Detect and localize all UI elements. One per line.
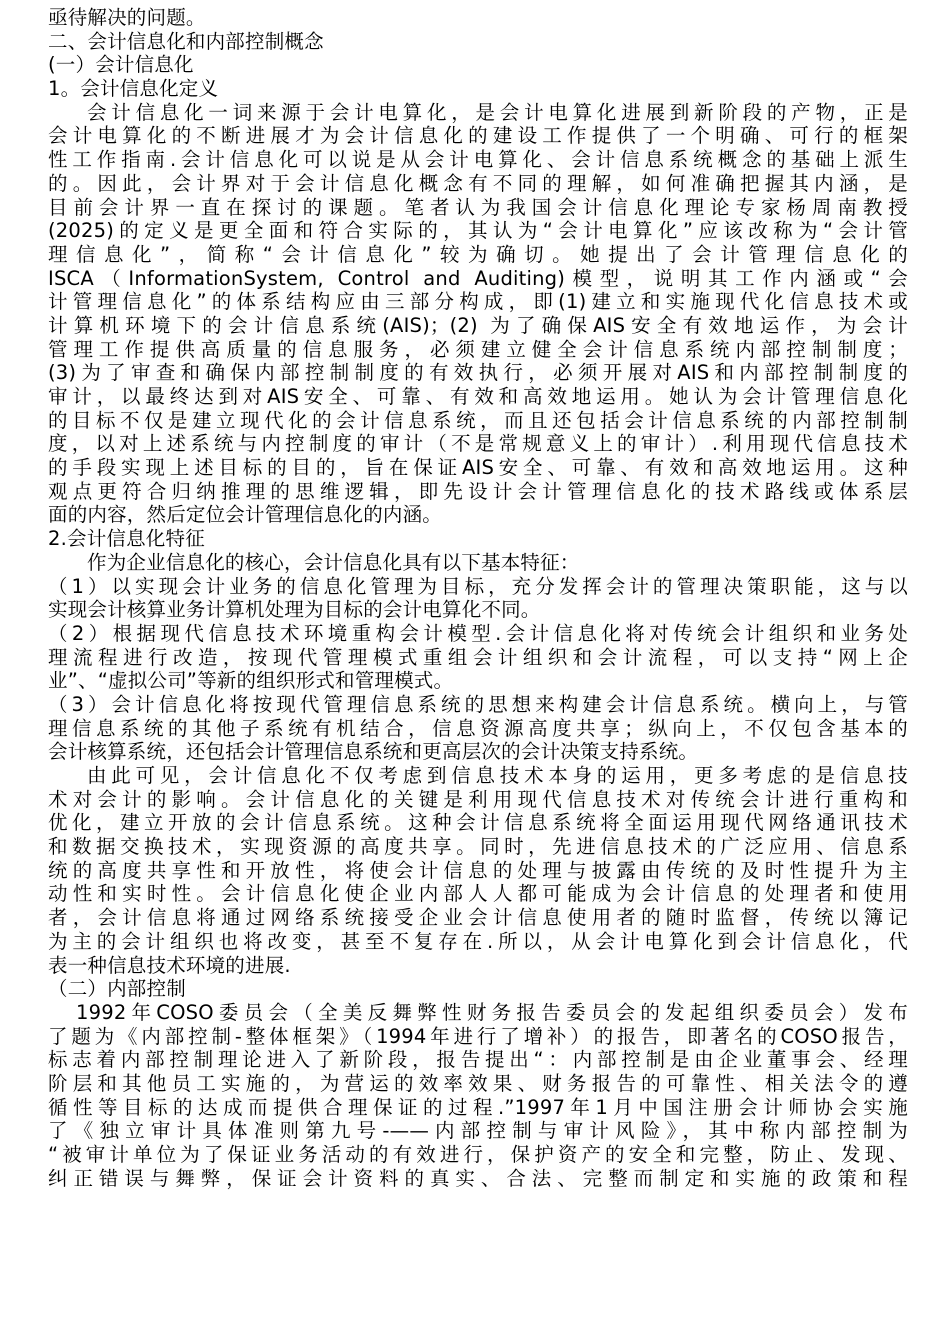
text-line: 2.会计信息化特征 (48, 527, 205, 551)
text-line: 动性和实时性。会计信息化使企业内部人人都可能成为会计信息的处理者和使用 (48, 882, 908, 906)
text-line: 计管理信息化”的体系结构应由三部分构成，即(1)建立和实施现代化信息技术或 (48, 290, 908, 314)
text-line: 循性等目标的达成而提供合理保证的过程.”1997年1月中国注册会计师协会实施 (48, 1095, 908, 1119)
text-line: 目前会计界一直在探讨的课题。笔者认为我国会计信息化理论专家杨周南教授 (48, 195, 908, 219)
text-line: 和数据交换技术，实现资源的高度共享。同时，先进信息技术的广泛应用、信息系 (48, 835, 908, 859)
text-line: 面的内容，然后定位会计管理信息化的内涵。 (48, 503, 443, 527)
text-line: 了题为《内部控制-整体框架》（1994年进行了增补）的报告，即著名的COSO报告， (48, 1024, 908, 1048)
text-line: （3）会计信息化将按现代管理信息系统的思想来构建会计信息系统。横向上，与管 (48, 692, 908, 716)
text-line: 理流程进行改造，按现代管理模式重组会计组织和会计流程，可以支持“网上企 (48, 645, 908, 669)
text-line: （2）根据现代信息技术环境重构会计模型.会计信息化将对传统会计组织和业务处 (48, 621, 908, 645)
text-line: （二）内部控制 (48, 977, 186, 1001)
text-line: 了《独立审计具体准则第九号-——内部控制与审计风险》，其中称内部控制为 (48, 1119, 908, 1143)
text-line: 会计电算化的不断进展才为会计信息化的建设工作提供了一个明确、可行的框架 (48, 124, 908, 148)
text-line: (2025)的定义是更全面和符合实际的，其认为“会计电算化”应该改称为“会计管 (48, 219, 908, 243)
text-line: 标志着内部控制理论进入了新阶段，报告提出“：内部控制是由企业董事会、经理 (48, 1048, 908, 1072)
text-line: 亟待解决的问题。 (48, 6, 206, 29)
text-line: (3)为了审查和确保内部控制制度的有效执行，必须开展对AIS和内部控制制度的 (48, 361, 908, 385)
text-line: 统的高度共享性和开放性，将使会计信息的处理与披露由传统的及时性提升为主 (48, 858, 908, 882)
text-line: 业”、“虚拟公司”等新的组织形式和管理模式。 (48, 669, 454, 693)
text-line: 者，会计信息将通过网络系统接受企业会计信息使用者的随时监督，传统以簿记 (48, 906, 908, 930)
text-line: 阶层和其他员工实施的，为营运的效率效果、财务报告的可靠性、相关法令的遵 (48, 1071, 908, 1095)
text-line: 审计，以最终达到对AIS安全、可靠、有效和高效地运用。她认为会计管理信息化 (48, 385, 908, 408)
text-line: 观点更符合归纳推理的思维逻辑，即先设计会计管理信息化的技术路线或体系层 (48, 479, 908, 503)
text-line: 为主的会计组织也将改变，甚至不复存在.所以，从会计电算化到会计信息化，代 (48, 929, 908, 953)
text-line: 理信息系统的其他子系统有机结合，信息资源高度共享；纵向上，不仅包含基本的 (48, 716, 908, 740)
text-line: （1）以实现会计业务的信息化管理为目标，充分发挥会计的管理决策职能，这与以 (48, 574, 908, 598)
text-line: 二、会计信息化和内部控制概念 (48, 29, 324, 53)
text-line: 纠正错误与舞弊，保证会计资料的真实、合法、完整而制定和实施的政策和程 (48, 1166, 908, 1190)
text-line: 优化，建立开放的会计信息系统。这种会计信息系统将全面运用现代网络通讯技术 (48, 811, 908, 835)
text-line: 1。会计信息化定义 (48, 77, 219, 101)
text-line: 管理工作提供高质量的信息服务，必须建立健全会计信息系统内部控制制度； (48, 337, 908, 361)
text-line: 1992年COSO委员会（全美反舞弊性财务报告委员会的发起组织委员会）发布 (76, 1000, 908, 1024)
text-line: 的目标不仅是建立现代化的会计信息系统，而且还包括会计信息系统的内部控制制 (48, 408, 908, 432)
text-line: 由此可见，会计信息化不仅考虑到信息技术本身的运用，更多考虑的是信息技 (87, 764, 908, 787)
text-line: 会计核算系统，还包括会计管理信息系统和更高层次的会计决策支持系统。 (48, 740, 699, 764)
text-line: 计算机环境下的会计信息系统(AIS)；(2) 为了确保AIS安全有效地运作，为会计 (48, 313, 908, 337)
text-line: (一）会计信息化 (48, 53, 194, 77)
text-line: “被审计单位为了保证业务活动的有效进行，保护资产的安全和完整，防止、发现、 (48, 1143, 908, 1166)
text-line: 的。因此，会计界对于会计信息化概念有不同的理解，如何准确把握其内涵，是 (48, 171, 908, 195)
text-line: 实现会计核算业务计算机处理为目标的会计电算化不同。 (48, 598, 541, 622)
text-line: 性工作指南.会计信息化可以说是从会计电算化、会计信息系统概念的基础上派生 (48, 148, 908, 172)
text-line: 术对会计的影响。会计信息化的关键是利用现代信息技术对传统会计进行重构和 (48, 787, 908, 811)
text-line: ISCA（InformationSystem, Control and Auditing)模型，说明其工作内涵或“会 (48, 266, 908, 290)
text-line: 理信息化”，简称“会计信息化”较为确切。她提出了会计管理信息化的 (48, 242, 908, 266)
text-line: 表一种信息技术环境的进展. (48, 953, 291, 977)
text-line: 度，以对上述系统与内控制度的审计（不是常规意义上的审计）.利用现代信息技术 (48, 432, 908, 456)
text-line: 会计信息化一词来源于会计电算化，是会计电算化进展到新阶段的产物，正是 (87, 100, 908, 124)
text-line: 作为企业信息化的核心，会计信息化具有以下基本特征： (87, 550, 580, 574)
text-line: 的手段实现上述目标的目的，旨在保证AIS安全、可靠、有效和高效地运用。这种 (48, 456, 908, 480)
